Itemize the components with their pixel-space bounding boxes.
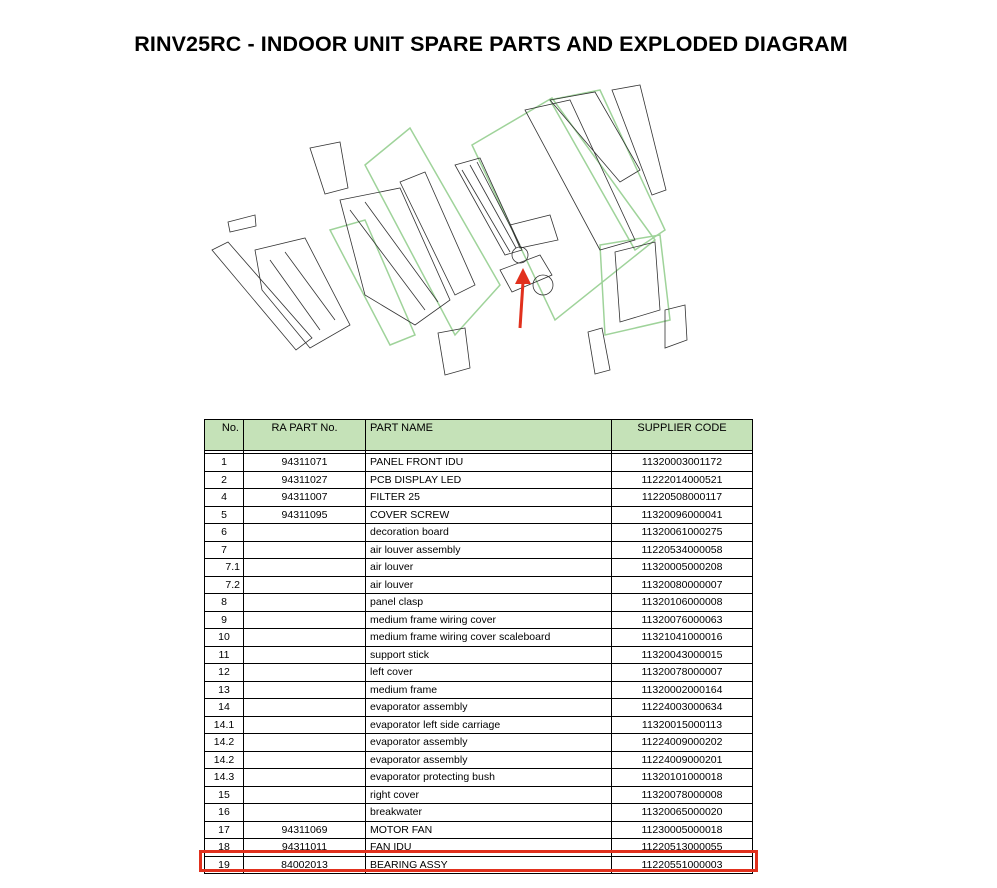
cell-ra-part-no: 94311095 [244,506,366,524]
parts-table [204,419,753,874]
cell-part-name: FAN IDU [366,839,612,857]
cell-part-name: medium frame wiring cover scaleboard [366,629,612,647]
callout-arrow [515,268,531,328]
cell-ra-part-no [244,804,366,822]
cell-supplier-code: 11224009000202 [612,734,753,752]
cell-no: 14.2 [205,751,244,769]
cell-part-name: MOTOR FAN [366,821,612,839]
table-row [205,611,753,629]
cell-no: 11 [205,646,244,664]
table-row [205,716,753,734]
cell-ra-part-no [244,559,366,577]
table-row [205,489,753,507]
table-row [205,594,753,612]
cell-supplier-code: 11222014000521 [612,471,753,489]
cell-supplier-code: 11320061000275 [612,524,753,542]
cell-ra-part-no [244,629,366,647]
cell-supplier-code: 11220508000117 [612,489,753,507]
cell-ra-part-no [244,716,366,734]
cell-supplier-code: 11220551000003 [612,856,753,874]
cell-ra-part-no [244,664,366,682]
cell-no: 7.2 [205,576,244,594]
cell-no: 5 [205,506,244,524]
table-row [205,541,753,559]
cell-ra-part-no [244,681,366,699]
cell-no: 4 [205,489,244,507]
cell-part-name: evaporator assembly [366,699,612,717]
cell-part-name: decoration board [366,524,612,542]
cell-supplier-code: 11320096000041 [612,506,753,524]
cell-no: 14.3 [205,769,244,787]
cell-part-name: air louver [366,559,612,577]
cell-part-name: BEARING ASSY [366,856,612,874]
cell-part-name: evaporator assembly [366,751,612,769]
cell-ra-part-no [244,594,366,612]
parts-linework [212,85,687,375]
table-row [205,821,753,839]
table-row [205,576,753,594]
table-row [205,471,753,489]
cell-supplier-code: 11224009000201 [612,751,753,769]
column-header-ra-part-no: RA PART No. [244,420,366,451]
cell-supplier-code: 11230005000018 [612,821,753,839]
cell-no: 8 [205,594,244,612]
table-row [205,699,753,717]
table-row [205,524,753,542]
cell-ra-part-no [244,541,366,559]
cell-no: 6 [205,524,244,542]
cell-supplier-code: 11320003001172 [612,454,753,472]
cell-part-name: COVER SCREW [366,506,612,524]
table-row [205,506,753,524]
table-row [205,629,753,647]
cell-no: 19 [205,856,244,874]
cell-ra-part-no [244,751,366,769]
cell-no: 7.1 [205,559,244,577]
page-title: RINV25RC - INDOOR UNIT SPARE PARTS AND EXPLODED DIAGRAM [134,32,848,56]
table-row [205,646,753,664]
cell-no: 10 [205,629,244,647]
cell-supplier-code: 11321041000016 [612,629,753,647]
cell-ra-part-no [244,576,366,594]
table-row [205,786,753,804]
table-row [205,734,753,752]
cell-ra-part-no [244,734,366,752]
cell-part-name: support stick [366,646,612,664]
cell-supplier-code: 11320002000164 [612,681,753,699]
cell-ra-part-no: 84002013 [244,856,366,874]
cell-part-name: medium frame wiring cover [366,611,612,629]
cell-supplier-code: 11224003000634 [612,699,753,717]
cell-no: 14 [205,699,244,717]
cell-supplier-code: 11320076000063 [612,611,753,629]
cell-ra-part-no [244,524,366,542]
cell-part-name: medium frame [366,681,612,699]
cell-no: 12 [205,664,244,682]
cell-no: 2 [205,471,244,489]
cell-ra-part-no [244,786,366,804]
cell-supplier-code: 11220513000055 [612,839,753,857]
table-row [205,454,753,472]
table-row [205,681,753,699]
cell-ra-part-no: 94311027 [244,471,366,489]
cell-part-name: breakwater [366,804,612,822]
cell-ra-part-no [244,699,366,717]
table-row [205,751,753,769]
cell-supplier-code: 11320106000008 [612,594,753,612]
cell-no: 17 [205,821,244,839]
cell-part-name: right cover [366,786,612,804]
cell-part-name: air louver assembly [366,541,612,559]
cell-ra-part-no [244,769,366,787]
cell-part-name: evaporator protecting bush [366,769,612,787]
cell-no: 15 [205,786,244,804]
cell-no: 14.2 [205,734,244,752]
cell-no: 7 [205,541,244,559]
cell-part-name: PCB DISPLAY LED [366,471,612,489]
cell-part-name: PANEL FRONT IDU [366,454,612,472]
table-row [205,559,753,577]
cell-part-name: panel clasp [366,594,612,612]
cell-part-name: air louver [366,576,612,594]
table-row [205,856,753,874]
cell-part-name: FILTER 25 [366,489,612,507]
cell-supplier-code: 11320005000208 [612,559,753,577]
cell-no: 16 [205,804,244,822]
cell-ra-part-no: 94311069 [244,821,366,839]
column-header-no: No. [205,420,244,451]
table-header-row [205,420,753,451]
cell-part-name: evaporator assembly [366,734,612,752]
column-header-part-name: PART NAME [366,420,612,451]
exploded-diagram-drawing [200,70,700,400]
cell-no: 13 [205,681,244,699]
cell-no: 14.1 [205,716,244,734]
cell-supplier-code: 11220534000058 [612,541,753,559]
cell-ra-part-no [244,646,366,664]
table-row [205,664,753,682]
cell-supplier-code: 11320080000007 [612,576,753,594]
table-row [205,804,753,822]
table-row-highlighted [205,839,753,857]
table-row [205,769,753,787]
cell-supplier-code: 11320043000015 [612,646,753,664]
cell-no: 18 [205,839,244,857]
cell-supplier-code: 11320015000113 [612,716,753,734]
cell-supplier-code: 11320078000007 [612,664,753,682]
cell-ra-part-no [244,611,366,629]
cell-supplier-code: 11320078000008 [612,786,753,804]
column-header-supplier-code: SUPPLIER CODE [612,420,753,451]
cell-ra-part-no: 94311011 [244,839,366,857]
cell-no: 9 [205,611,244,629]
cell-ra-part-no: 94311071 [244,454,366,472]
cell-supplier-code: 11320065000020 [612,804,753,822]
cell-no: 1 [205,454,244,472]
cell-supplier-code: 11320101000018 [612,769,753,787]
exploded-diagram [200,70,700,400]
cell-part-name: evaporator left side carriage [366,716,612,734]
cell-ra-part-no: 94311007 [244,489,366,507]
cell-part-name: left cover [366,664,612,682]
